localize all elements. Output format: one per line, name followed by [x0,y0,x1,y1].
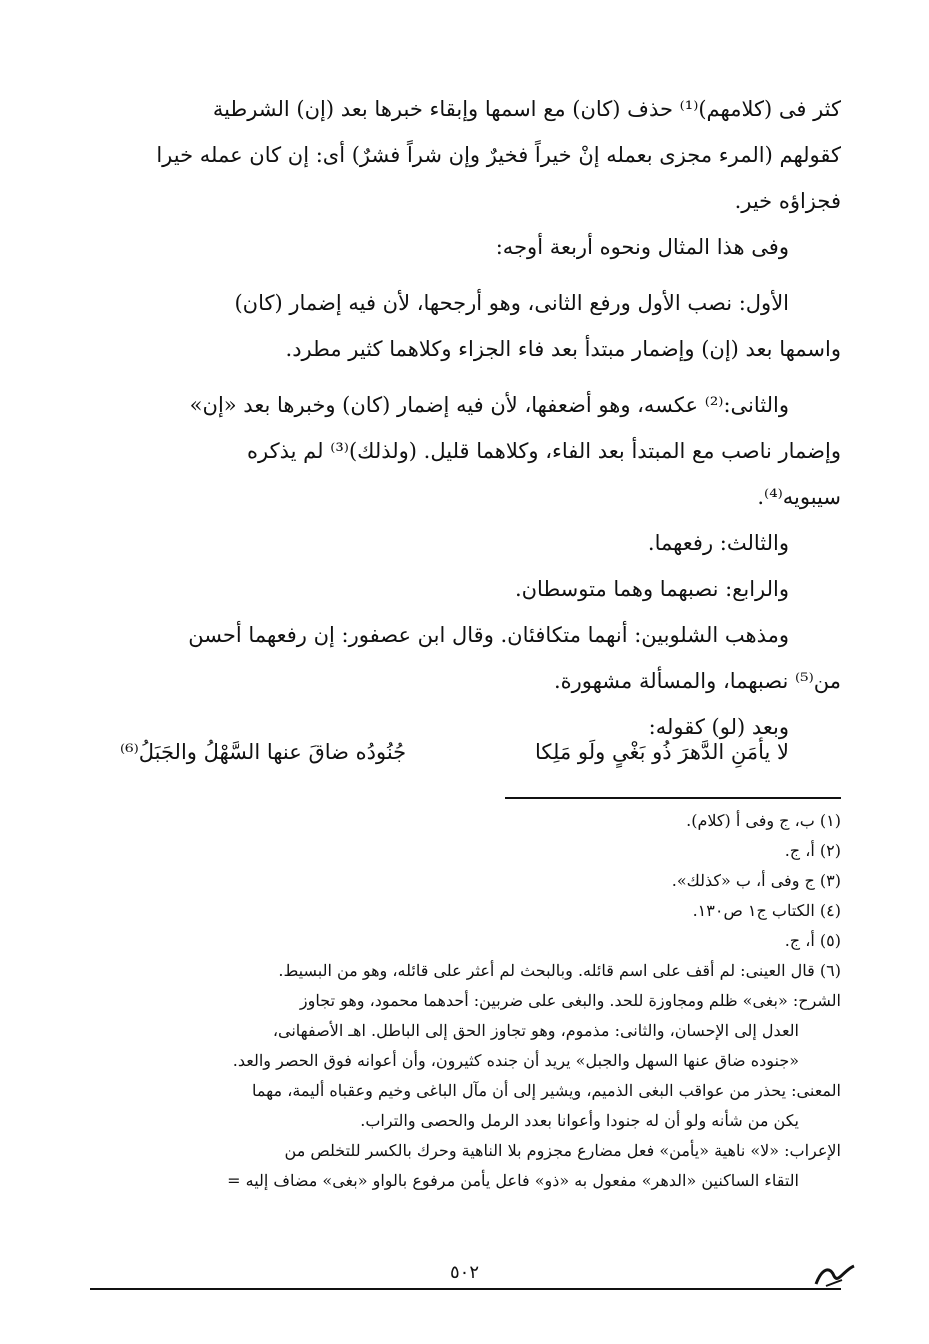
footnote: (٤) الكتاب ج١ ص١٣٠. [692,901,841,920]
text-line: كثر فى (كلامهم)⁽¹⁾ حذف (كان) مع اسمها وإبقاء خبرها بعد (إن) الشرطية [212,97,841,121]
text-line: والثانى:⁽²⁾ عكسه، وهو أضعفها، لأن فيه إضمار (كان) وخبرها بعد «إن» [189,393,789,417]
text-line: من⁽⁵⁾ نصبهما، والمسألة مشهورة. [553,669,841,693]
footnote: (٦) قال العينى: لم أقف على اسم قائله. وبالبحث لم أعثر على قائله، وهو من البسيط. [278,961,841,980]
poetry-verse [120,740,789,788]
text-line: سيبويه⁽⁴⁾. [757,485,841,509]
footnote: (٣) ج وفى أ، ب «كذلك». [671,871,841,890]
ink-mark-icon [812,1262,858,1288]
text-line: وبعد (لو) كقوله: [648,715,789,739]
footnote: (٢) أ، ج. [784,841,841,860]
footnote-line: الشرح: «بغى» ظلم ومجاوزة للحد. والبغى على ضربين: أحدهما محمود، وهو تجاوز [299,991,841,1010]
footnote-line: يكن من شأنه ولو أن له جنودا وأعوانا بعدد الرمل والحصى والتراب. [360,1111,799,1130]
verse-second-hemistich: جُنُودُه ضاقَ عنها السَّهْلُ والجَبَلُ⁽⁶⁾ [120,740,407,764]
footnote-line: «جنوده ضاق عنها السهل والجبل» يريد أن جنده كثيرون، وأن أعوانه فوق الحصر والعد. [232,1051,799,1070]
text-line: والرابع: نصبهما وهما متوسطان. [514,577,789,601]
text-line: كقولهم (المرء مجزى بعمله إنْ خيراً فخيرٌ وإن شراً فشرٌ) أى: إن كان عمله خيرا [156,143,841,167]
text-line: ومذهب الشلوبين: أنهما متكافئان. وقال ابن عصفور: إن رفعهما أحسن [188,623,789,647]
text-line: واسمها بعد (إن) وإضمار مبتدأ بعد فاء الجزاء وكلاهما كثير مطرد. [285,337,841,361]
footnote-separator [505,797,841,799]
verse-first-hemistich: لا يأمَنِ الدَّهرَ ذُو بَغْىٍ ولَو مَلِكا [535,740,789,764]
text-line: الأول: نصب الأول ورفع الثانى، وهو أرجحها، لأن فيه إضمار (كان) [234,291,789,315]
footnote: (٥) أ، ج. [784,931,841,950]
footnote-line: الإعراب: «لا» ناهية «يأمن» فعل مضارع مجزوم بلا الناهية وحرك بالكسر للتخلص من [284,1141,841,1160]
main-text [90,86,841,750]
footnote: (١) ب، ج وفى أ (كلام). [686,811,841,830]
bottom-rule [90,1288,841,1290]
footnote-line: التقاء الساكنين «الدهر» مفعول به «ذو» فاعل يأمن مرفوع بالواو «بغى» مضاف إليه = [227,1171,799,1190]
text-line: والثالث: رفعهما. [647,531,789,555]
text-line: فجزاؤه خير. [734,189,841,213]
footnotes [92,806,841,1196]
footnote-line: العدل إلى الإحسان، والثانى: مذموم، وهو تجاوز الحق إلى الباطل. اهـ الأصفهانى، [272,1021,799,1040]
text-line: وإضمار ناصب مع المبتدأ بعد الفاء، وكلاهما قليل. (ولذلك)⁽³⁾ لم يذكره [247,439,841,463]
page-number: ٥٠٢ [449,1262,479,1283]
text-line: وفى هذا المثال ونحوه أربعة أوجه: [495,235,789,259]
footnote-line: المعنى: يحذر من عواقب البغى الذميم، ويشير إلى أن مآل الباغى وخيم وعقباه أليمة، مهما [252,1081,841,1100]
